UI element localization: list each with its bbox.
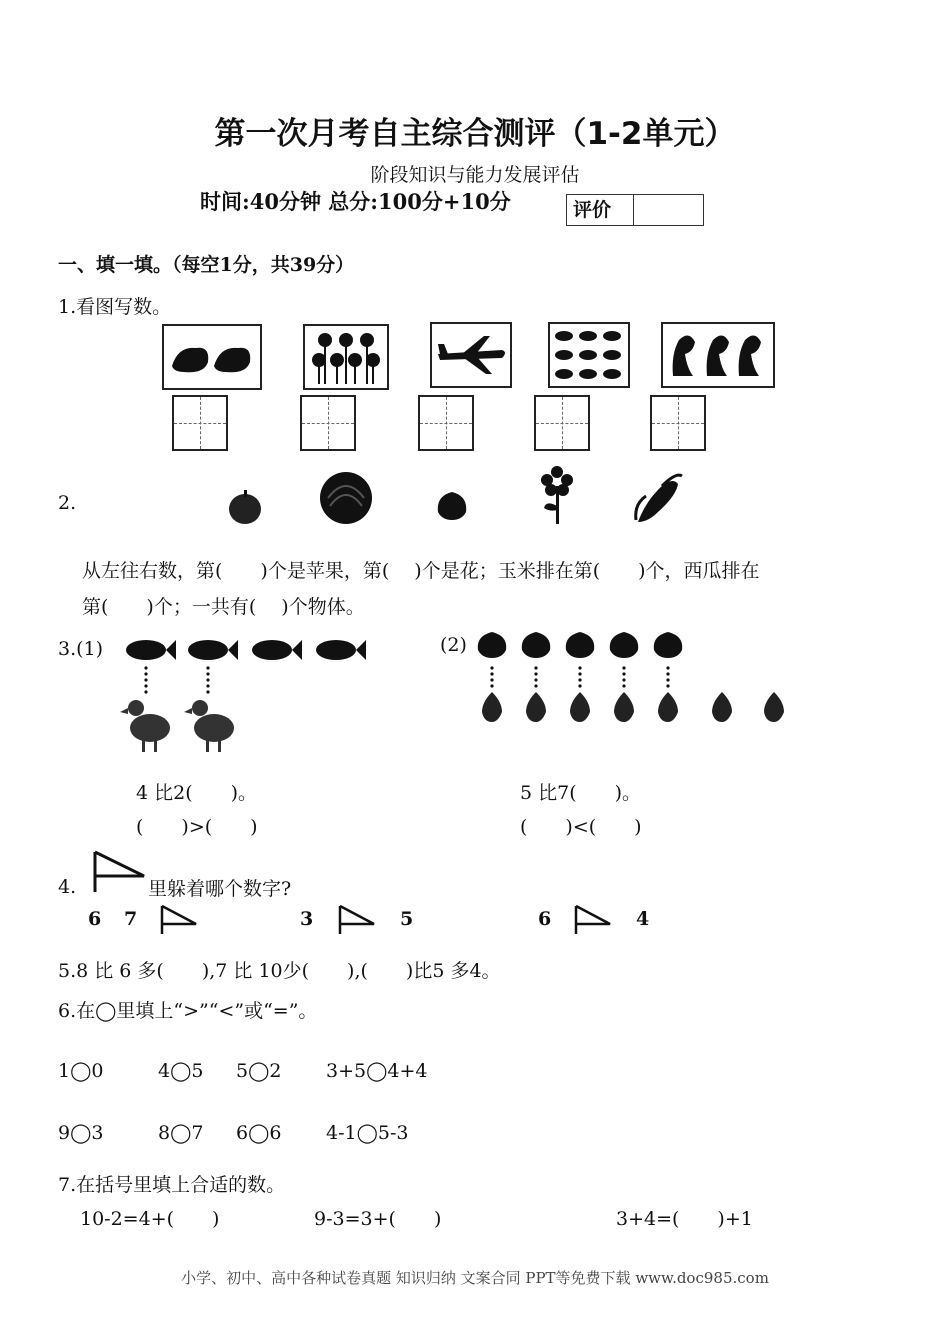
page-footer: 小学、初中、高中各种试卷真题 知识归纳 文案合同 PPT等免费下载 www.doc985.com [181,1269,769,1287]
q4-text: 里躲着哪个数字? [148,878,292,900]
q4-seq1-a: 6 [88,908,102,930]
watermelon-icon [318,470,374,526]
q4-seq2-b: 5 [400,908,414,930]
corn-icon [632,470,684,526]
q6-r1-c2: 4◯5 [158,1060,204,1082]
answer-grid-5[interactable] [650,395,706,451]
grade-box [566,194,704,226]
q1-label: 1.看图写数。 [58,296,172,318]
picture-airplane-box [430,322,512,388]
q6-r2-c3: 6◯6 [236,1122,282,1144]
peach-icon [434,488,470,522]
picture-meat-box [162,324,262,390]
q7-label: 7.在括号里填上合适的数。 [58,1174,286,1196]
flag-icon [338,904,378,936]
q4-seq3-a: 6 [538,908,552,930]
airplane-icon [432,324,510,386]
q6-label: 6.在◯里填上“>”“<”或“=”。 [58,1000,318,1022]
fish-icon [550,324,628,386]
q3-label: 3.(1) [58,638,104,660]
q4-seq1-b: 7 [124,908,138,930]
bird-icon [663,324,773,386]
q4-seq3-b: 4 [636,908,650,930]
q2-line2: 第( )个；一共有( )个物体。 [82,596,365,618]
q6-r2-c1: 9◯3 [58,1122,104,1144]
section-heading: 一、填一填。（每空1分，共39分） [58,254,355,276]
q7-item-1: 10-2=4+( ) [80,1208,220,1230]
q4-seq2-a: 3 [300,908,314,930]
q7-item-3: 3+4=( )+1 [616,1208,753,1230]
flag-icon [160,904,200,936]
q6-r2-c4: 4-1◯5-3 [326,1122,409,1144]
grade-label: 评价 [567,195,634,225]
q3-left-line2: ( )>( ) [136,816,258,838]
flower-icon [540,466,574,524]
flower-icon [305,326,387,388]
fish-and-ducks-icon [122,632,372,762]
picture-fish-box [548,322,630,388]
q6-r1-c4: 3+5◯4+4 [326,1060,428,1082]
page-title: 第一次月考自主综合测评（1-2单元） [214,116,736,152]
page-subtitle: 阶段知识与能力发展评估 [370,164,580,186]
q6-r1-c1: 1◯0 [58,1060,104,1082]
picture-bird-box [661,322,775,388]
q2-label: 2. [58,492,77,514]
q3-left-line1: 4 比2( )。 [136,782,258,804]
exam-meta: 时间:40分钟 总分:100分+10分 [200,189,511,214]
q6-r1-c3: 5◯2 [236,1060,282,1082]
q3-part2-label: (2) [440,634,467,656]
apple-icon [226,490,266,526]
answer-grid-3[interactable] [418,395,474,451]
q2-line1: 从左往右数，第( )个是苹果，第( )个是花；玉米排在第( )个，西瓜排在 [82,560,760,582]
answer-grid-2[interactable] [300,395,356,451]
answer-grid-1[interactable] [172,395,228,451]
meat-icon [164,326,260,388]
q7-item-2: 9-3=3+( ) [314,1208,442,1230]
q4-label: 4. [58,876,77,898]
peach-and-pear-icon [474,628,794,728]
grade-value-cell[interactable] [634,195,703,225]
answer-grid-4[interactable] [534,395,590,451]
picture-flowers-box [303,324,389,390]
q3-right-line1: 5 比7( )。 [520,782,642,804]
q5-text: 5.8 比 6 多( ),7 比 10少( ),( )比5 多4。 [58,960,501,982]
q6-r2-c2: 8◯7 [158,1122,204,1144]
flag-icon [574,904,614,936]
flag-icon [92,850,148,894]
q3-right-line2: ( )<( ) [520,816,642,838]
